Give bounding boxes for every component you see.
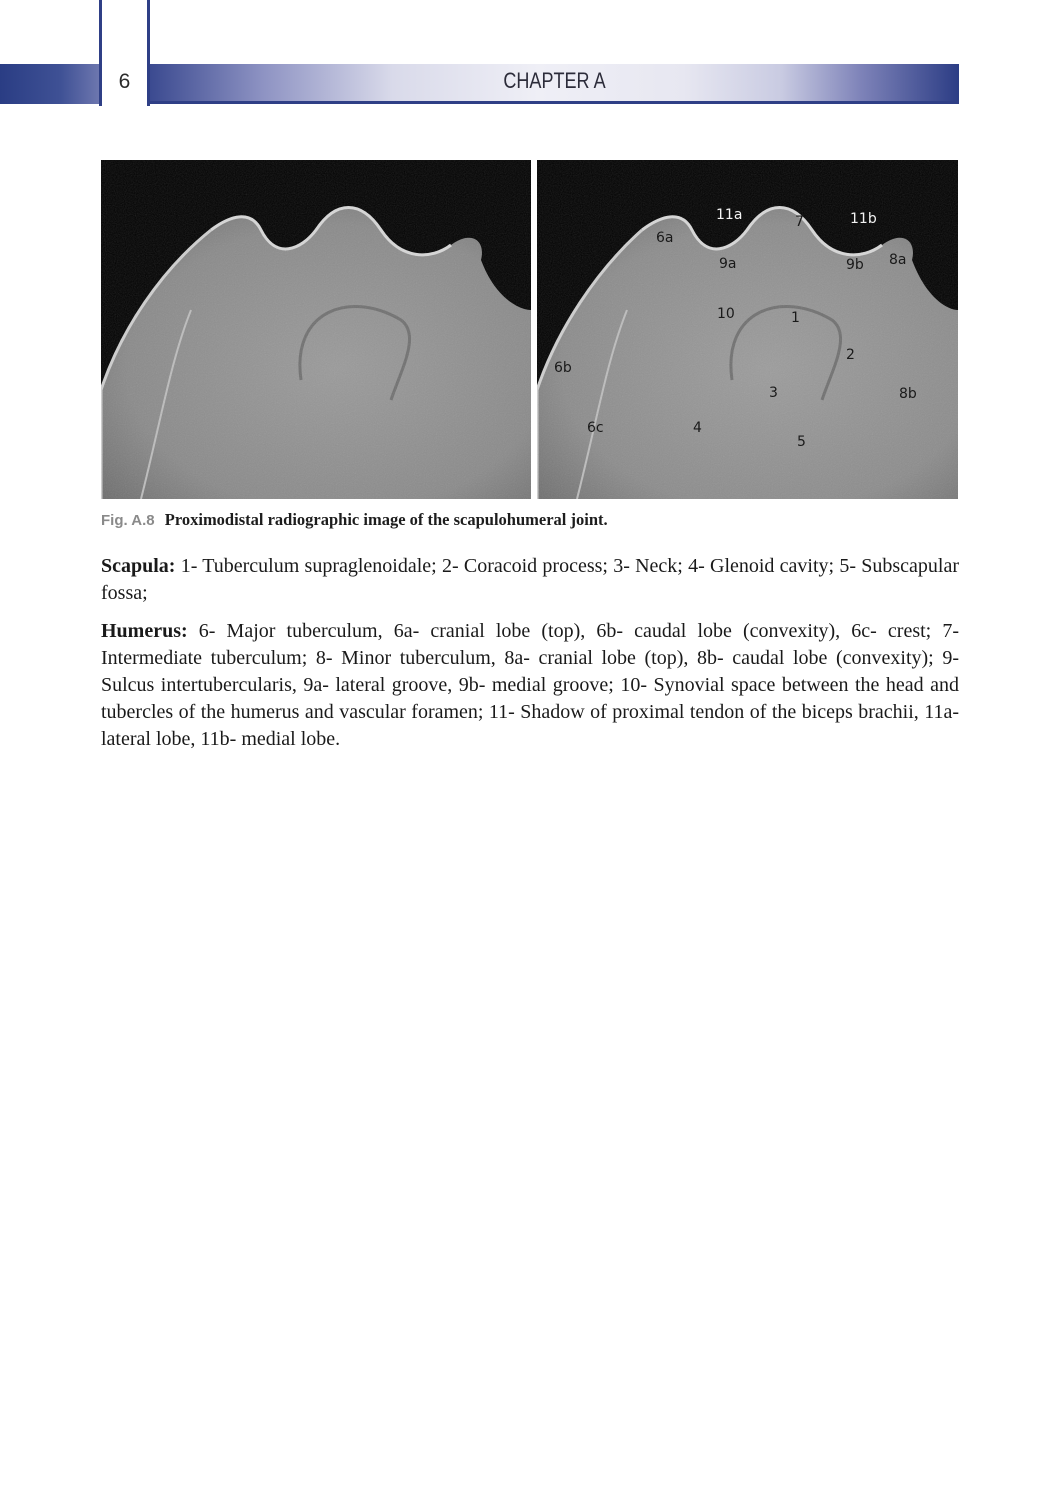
page-number: 6 bbox=[118, 70, 131, 93]
figure-label-7: 7 bbox=[795, 214, 804, 230]
radiograph-image bbox=[537, 160, 958, 499]
humerus-paragraph bbox=[101, 618, 959, 753]
figure-label-6b: 6b bbox=[554, 360, 572, 376]
humerus-text: 6- Major tuberculum, 6a- cranial lobe (top), 6b- caudal lobe (convexity), 6c- crest; 7- Intermediate tuberculum; 8- Minor tuberculum, 8a- cranial lobe (top), 8b- caudal lobe (convexity); 9- Sulcus intertubercularis, 9a- lateral groove, 9b- medial groove; 10- Synovial space between the head and tubercles of the humerus and vascular foramen; 11- Shadow of proximal tendon of the biceps brachii, 11a- lateral lobe, 11b- medial lobe. bbox=[101, 620, 959, 750]
running-head: CHAPTER A bbox=[503, 68, 606, 93]
header-band-left bbox=[0, 64, 101, 104]
humerus-heading: Humerus: bbox=[101, 620, 188, 642]
figure-label-4: 4 bbox=[693, 420, 702, 436]
radiograph-image bbox=[101, 160, 531, 499]
scapula-heading: Scapula: bbox=[101, 555, 176, 577]
figure-title: Proximodistal radiographic image of the scapulohumeral joint. bbox=[164, 510, 608, 529]
figure-label-6c: 6c bbox=[587, 420, 604, 436]
page-number-rule-right bbox=[147, 0, 150, 106]
figure-label-9b: 9b bbox=[846, 257, 864, 273]
figure-label-8b: 8b bbox=[899, 386, 917, 402]
figure-id: Fig. A.8 bbox=[101, 512, 155, 529]
figure-label-8a: 8a bbox=[889, 252, 907, 268]
figure-label-9a: 9a bbox=[719, 256, 737, 272]
figure-label-5: 5 bbox=[797, 434, 806, 450]
header-underline bbox=[150, 101, 959, 104]
figure-caption bbox=[101, 510, 959, 530]
figure-label-3: 3 bbox=[769, 385, 778, 401]
figure-label-10: 10 bbox=[717, 306, 735, 322]
figure-label-11a: 11a bbox=[716, 207, 743, 223]
scapula-paragraph bbox=[101, 553, 959, 607]
scapula-text: 1- Tuberculum supraglenoidale; 2- Coracoid process; 3- Neck; 4- Glenoid cavity; 5- Subscapular fossa; bbox=[101, 555, 959, 604]
figure-label-2: 2 bbox=[846, 347, 855, 363]
figure-label-6a: 6a bbox=[656, 230, 674, 246]
figure-label-1: 1 bbox=[791, 310, 800, 326]
figure-label-11b: 11b bbox=[850, 211, 877, 227]
radiograph-labeled bbox=[537, 160, 958, 499]
radiograph-unlabeled bbox=[101, 160, 531, 499]
